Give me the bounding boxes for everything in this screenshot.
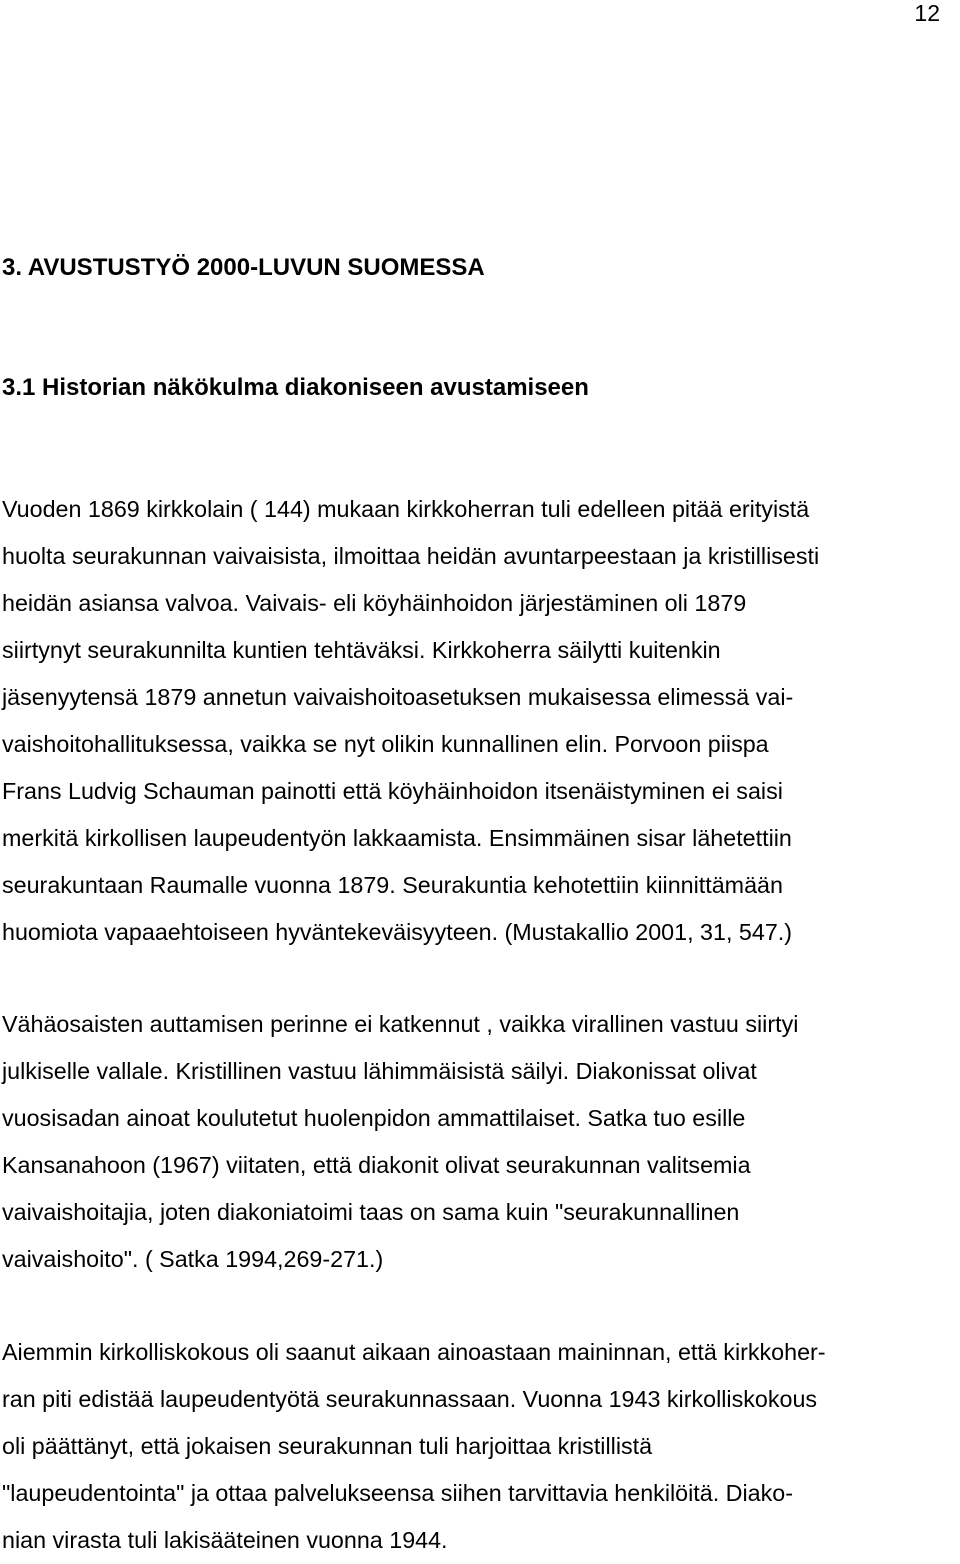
text-line: Kansanahoon (1967) viitaten, että diakonit olivat seurakunnan valitsemia [2, 1152, 751, 1178]
text-line: vuosisadan ainoat koulutetut huolenpidon ammattilaiset. Satka tuo esille [2, 1105, 746, 1131]
text-line: "laupeudentointa" ja ottaa palvelukseensa siihen tarvittavia henkilöitä. Diako- [2, 1480, 794, 1506]
text-line: ran piti edistää laupeudentyötä seurakunnassaan. Vuonna 1943 kirkolliskokous [2, 1386, 818, 1412]
text-line: huomiota vapaaehtoiseen hyväntekeväisyyteen. (Mustakallio 2001, 31, 547.) [2, 919, 793, 945]
text-line: nian virasta tuli lakisääteinen vuonna 1944. [2, 1527, 448, 1553]
text-line: seurakuntaan Raumalle vuonna 1879. Seurakuntia kehotettiin kiinnittämään [2, 872, 783, 898]
text-line: julkiselle vallale. Kristillinen vastuu lähimmäisistä säilyi. Diakonissat olivat [2, 1058, 757, 1084]
text-line: huolta seurakunnan vaivaisista, ilmoittaa heidän avuntarpeestaan ja kristillisesti [2, 543, 820, 569]
text-line: oli päättänyt, että jokaisen seurakunnan tuli harjoittaa kristillistä [2, 1433, 653, 1459]
text-line: Frans Ludvig Schauman painotti että köyhäinhoidon itsenäistyminen ei saisi [2, 778, 783, 804]
text-line: siirtynyt seurakunnilta kuntien tehtäväksi. Kirkkoherra säilytti kuitenkin [2, 637, 721, 663]
chapter-heading: 3. AVUSTUSTYÖ 2000-LUVUN SUOMESSA [2, 254, 485, 281]
page-number: 12 [914, 0, 940, 26]
text-line: merkitä kirkollisen laupeudentyön lakkaamista. Ensimmäinen sisar lähetettiin [2, 825, 792, 851]
paragraph-3 [2, 1329, 960, 1564]
text-line: vaivaishoito". ( Satka 1994,269-271.) [2, 1246, 384, 1272]
paragraph-2 [2, 1001, 960, 1283]
text-line: Vähäosaisten auttamisen perinne ei katkennut , vaikka virallinen vastuu siirtyi [2, 1011, 799, 1037]
text-line: Vuoden 1869 kirkkolain ( 144) mukaan kirkkoherran tuli edelleen pitää erityistä [2, 496, 810, 522]
text-line: Aiemmin kirkolliskokous oli saanut aikaan ainoastaan maininnan, että kirkkoher- [2, 1339, 826, 1365]
text-line: heidän asiansa valvoa. Vaivais- eli köyhäinhoidon järjestäminen oli 1879 [2, 590, 747, 616]
text-line: vaishoitohallituksessa, vaikka se nyt olikin kunnallinen elin. Porvoon piispa [2, 731, 769, 757]
text-line: jäsenyytensä 1879 annetun vaivaishoitoasetuksen mukaisessa elimessä vai- [2, 684, 794, 710]
section-heading: 3.1 Historian näkökulma diakoniseen avustamiseen [2, 374, 589, 401]
text-line: vaivaishoitajia, joten diakoniatoimi taas on sama kuin "seurakunnallinen [2, 1199, 740, 1225]
paragraph-1 [2, 486, 960, 956]
